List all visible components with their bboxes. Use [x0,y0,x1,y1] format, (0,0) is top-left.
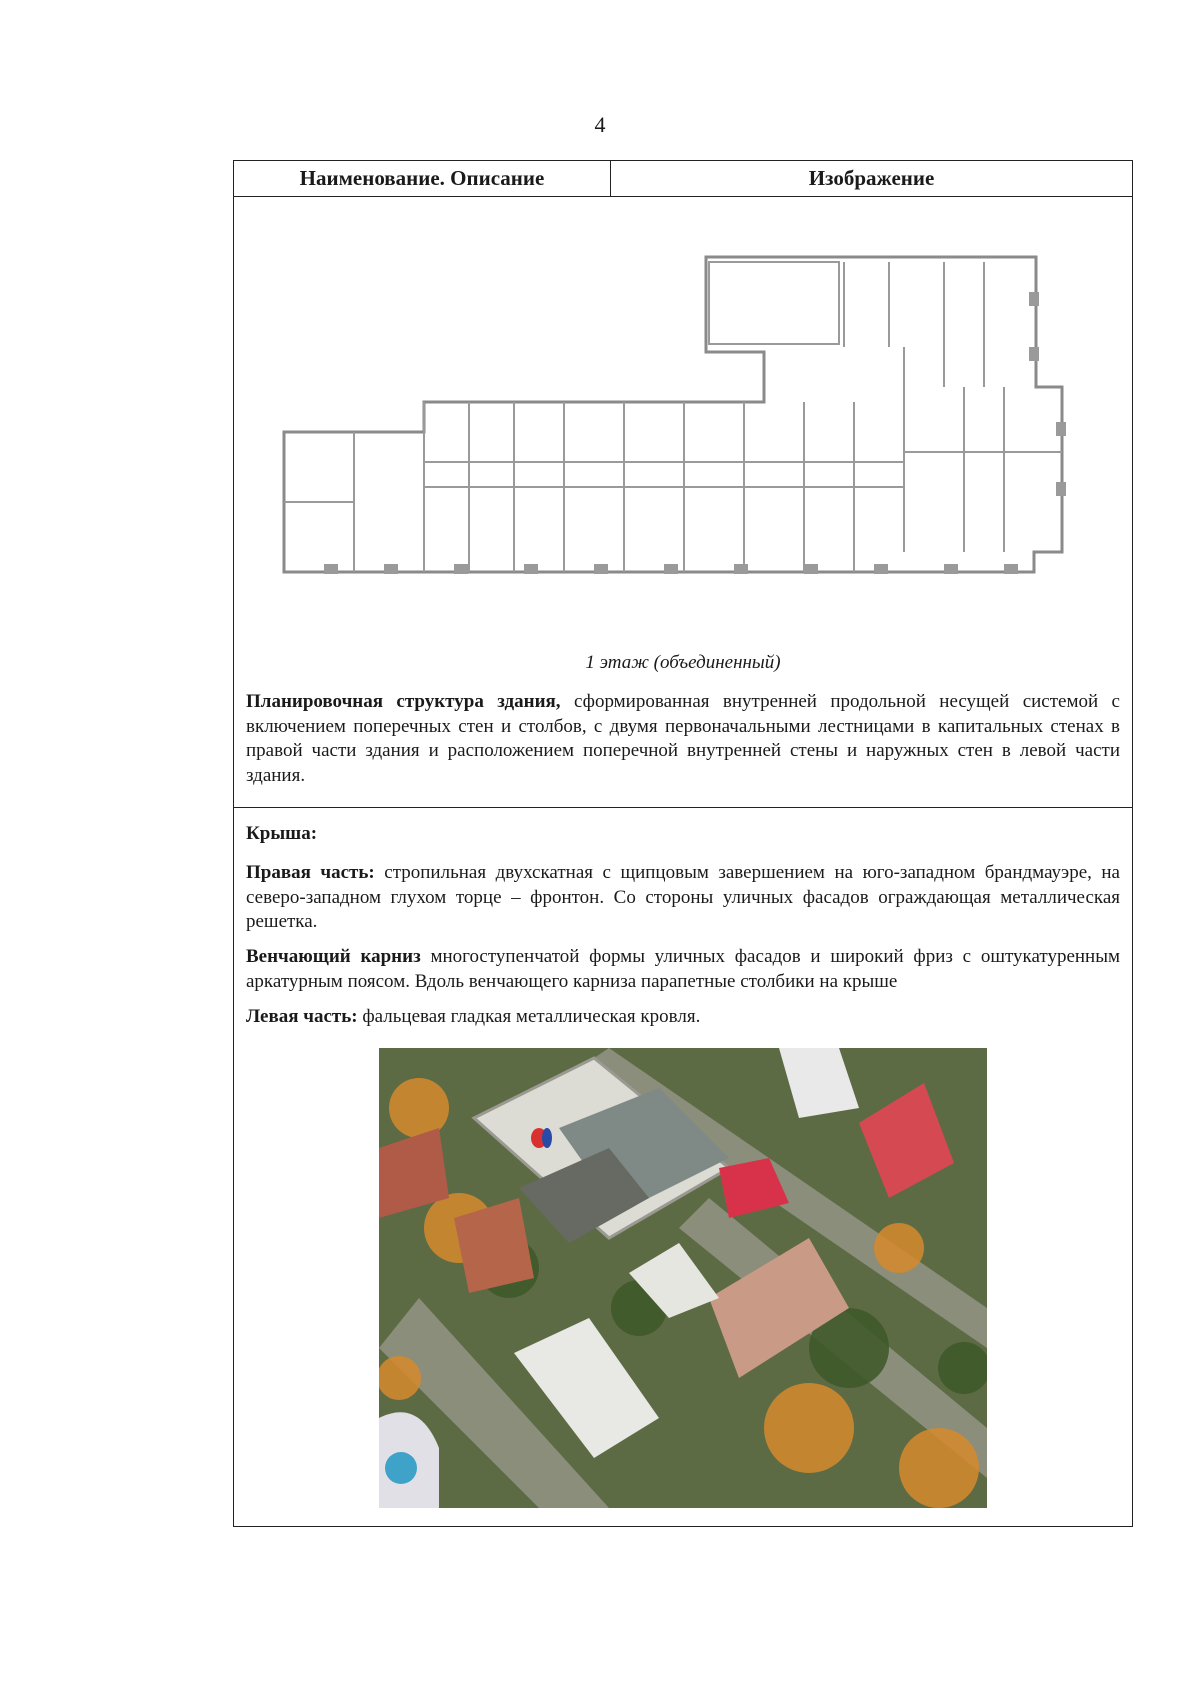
roof-right-part-text: стропильная двухскатная с щипцовым завершением на юго-западном брандмауэре, на северо-западном глухом торце – фронтон. Со стороны уличных фасадов ограждающая металлическая решетка. [246,862,1120,932]
floor-plan-description [246,690,1120,788]
floor-plan-caption: 1 этаж (объединенный) [585,652,781,673]
header-name-description: Наименование. Описание [234,161,611,196]
roof-left-part-label: Левая часть: [246,1006,358,1027]
header-image: Изображение [808,166,935,190]
table-header [234,161,1132,197]
floor-plan-description-text: сформированная внутренней продольной несущей системой с включением поперечных стен и столбов, с двумя первоначальными лестницами в капитальных стенах в правой части здания и расположением поперечной внутренней стены и наружных стен в левой части здания. [246,691,1120,786]
roof-cornice-label: Венчающий карниз [246,946,421,967]
floor-plan-drawing [264,252,1076,612]
floor-plan-description-lead: Планировочная структура здания, [246,691,561,712]
roof-right-part [246,861,1120,935]
description-table [233,160,1133,1527]
roof-cornice [246,945,1120,994]
aerial-photo [379,1048,987,1508]
roof-section [234,808,1132,1526]
roof-left-part-text: фальцевая гладкая металлическая кровля. [357,1006,701,1027]
page-number: 4 [594,112,606,137]
roof-left-part [246,1005,1120,1030]
floor-plan-section [234,197,1132,808]
roof-title: Крыша: [246,823,318,844]
roof-cornice-text: многоступенчатой формы уличных фасадов и широкий фриз с оштукатуренным аркатурным поясом. Вдоль венчающего карниза парапетные столбики на крыше [246,946,1120,992]
roof-right-part-label: Правая часть: [246,862,375,883]
